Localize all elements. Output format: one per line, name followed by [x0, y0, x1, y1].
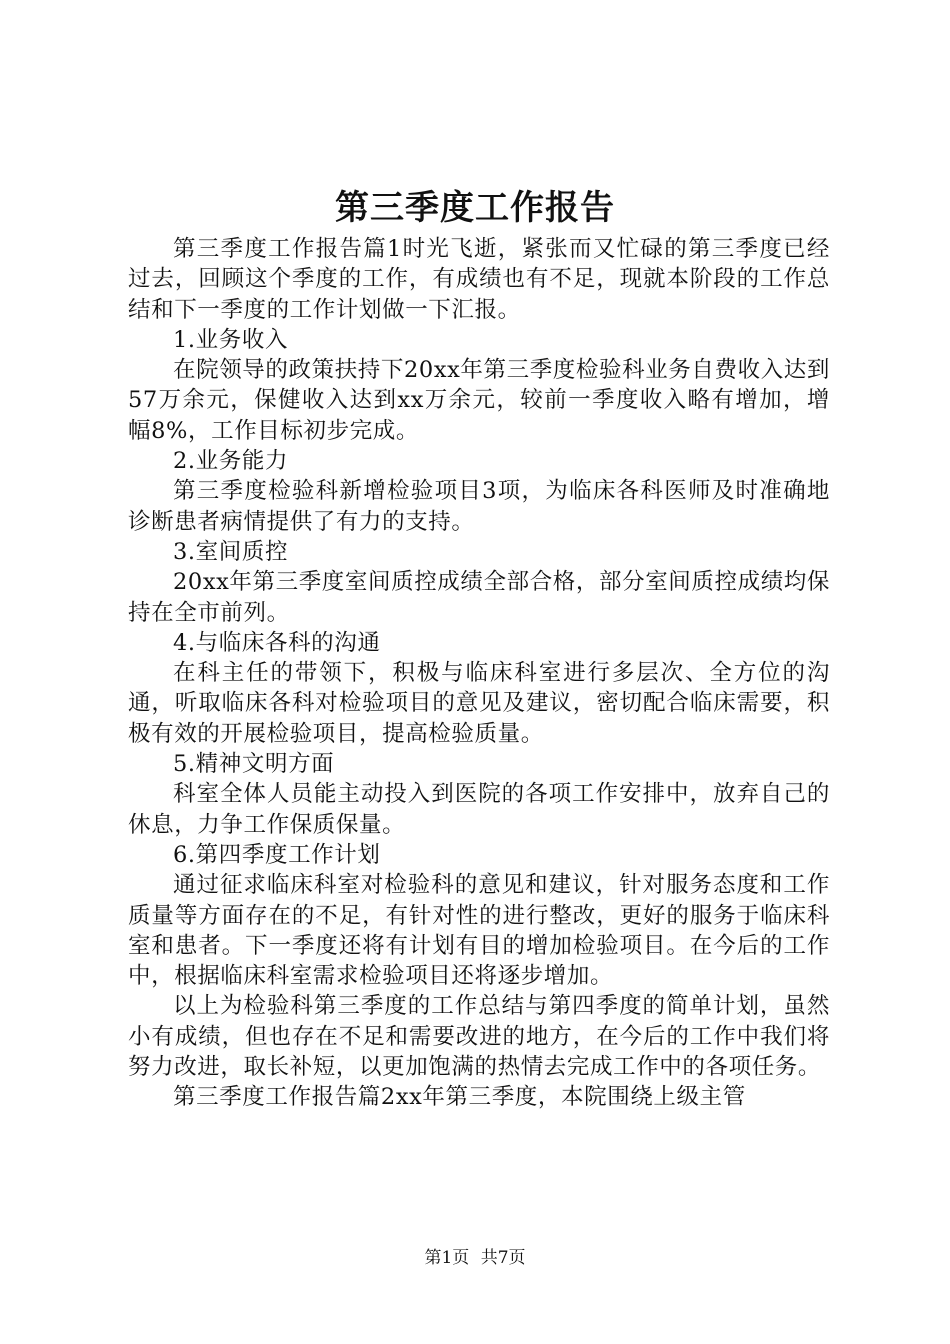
section-heading-4: 4.与临床各科的沟通 — [173, 629, 381, 656]
section-heading-5: 5.精神文明方面 — [173, 751, 335, 778]
paragraph-section-3: 20xx年第三季度室间质控成绩全部合格，部分室间质控成绩均保持在全市前列。 — [128, 569, 831, 626]
section-heading-1: 1.业务收入 — [173, 326, 289, 353]
section-heading-3: 3.室间质控 — [173, 538, 289, 565]
paragraph-intro: 第三季度工作报告篇1时光飞逝，紧张而又忙碌的第三季度已经过去，回顾这个季度的工作，有成绩也有不足，现就本阶段的工作总结和下一季度的工作计划做一下汇报。 — [128, 236, 830, 323]
paragraph-section-5: 科室全体人员能主动投入到医院的各项工作安排中，放弃自己的休息，力争工作保质保量。 — [128, 781, 830, 838]
page-number: 第1页 — [424, 1248, 470, 1268]
page-total: 共7页 — [480, 1248, 526, 1268]
page-footer — [0, 1243, 950, 1268]
document-title: 第三季度工作报告 — [335, 188, 615, 228]
document-body — [128, 234, 830, 1113]
paragraph-section-6: 通过征求临床科室对检验科的意见和建议，针对服务态度和工作质量等方面存在的不足，有针对性的进行整改，更好的服务于临床科室和患者。下一季度还将有计划有目的增加检验项目。在今后的工作中，根据临床科室需求检验项目还将逐步增加。 — [128, 872, 830, 990]
section-heading-6: 6.第四季度工作计划 — [173, 841, 381, 868]
section-heading-2: 2.业务能力 — [173, 448, 289, 475]
paragraph-section-1: 在院领导的政策扶持下20xx年第三季度检验科业务自费收入达到57万余元，保健收入达到xx万余元，较前一季度收入略有增加，增幅8%，工作目标初步完成。 — [128, 357, 831, 444]
paragraph-summary: 以上为检验科第三季度的工作总结与第四季度的简单计划，虽然小有成绩，但也存在不足和需要改进的地方，在今后的工作中我们将努力改进，取长补短，以更加饱满的热情去完成工作中的各项任务。 — [128, 993, 830, 1081]
paragraph-report-2-start: 第三季度工作报告篇2xx年第三季度，本院围绕上级主管 — [173, 1084, 746, 1111]
paragraph-section-4: 在科主任的带领下，积极与临床科室进行多层次、全方位的沟通，听取临床各科对检验项目的意见及建议，密切配合临床需要，积极有效的开展检验项目，提高检验质量。 — [128, 660, 830, 747]
paragraph-section-2: 第三季度检验科新增检验项目3项，为临床各科医师及时准确地诊断患者病情提供了有力的支持。 — [128, 478, 830, 535]
